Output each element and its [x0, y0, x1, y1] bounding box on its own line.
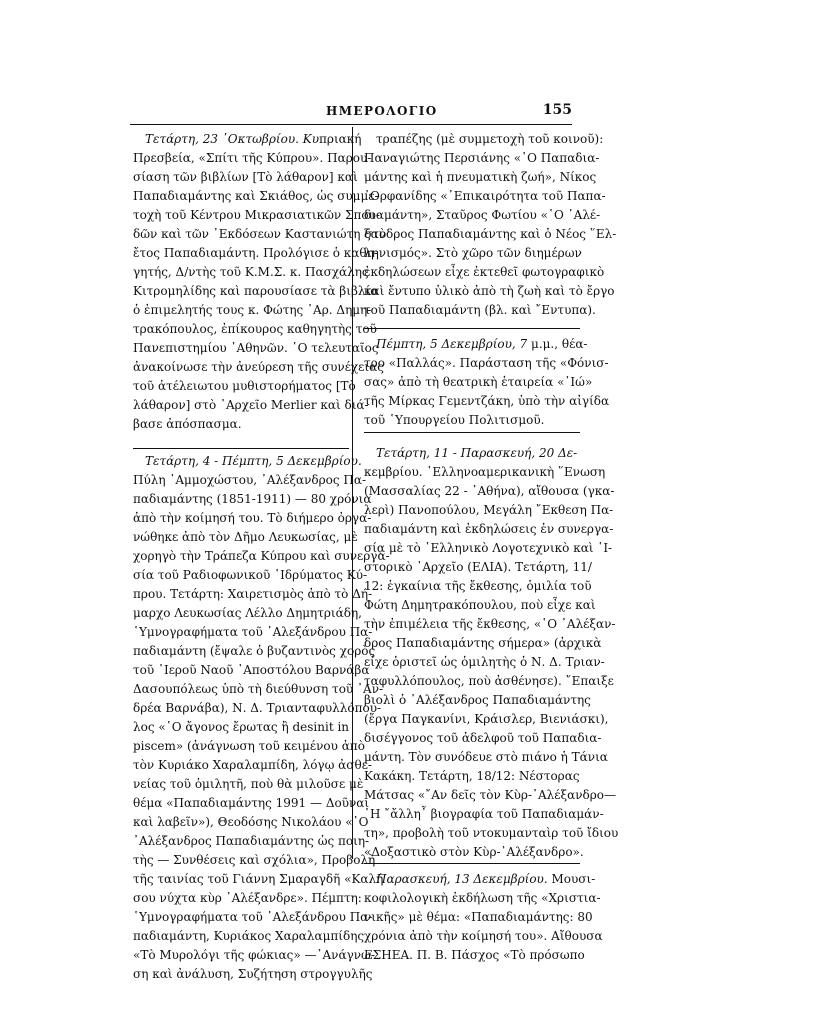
text-line: χορηγὸ τὴν Τράπεζα Κύπρου καὶ συνεργα-	[133, 549, 390, 563]
text-line: διαμάντη», Σταῦρος Φωτίου «῾Ο ᾿Αλέ-	[364, 208, 601, 222]
text-line: τὴς — Συνθέσεις καὶ σχόλια», Προβολὴ	[133, 853, 376, 867]
text-line: τῆς ταινίας τοῦ Γιάννη Σμαραγδῆ «Καλή	[133, 872, 384, 886]
text-line: σίᾳ μὲ τὸ ῾Ελληνικὸ Λογοτεχνικὸ καὶ ῾Ι-	[364, 541, 613, 555]
text-line: νείας τοῦ ὁμιλητῆ, ποὺ θὰ μιλοῦσε μὲ	[133, 777, 364, 791]
text-line: ξανδρος Παπαδιαμάντης καὶ ὁ Νέος ῞Ελ-	[364, 227, 617, 241]
text-line: τὴν ἐπιμέλεια τῆς ἔκθεσης, «῾Ο ᾿Αλέξαν-	[364, 617, 616, 631]
header-rule	[130, 124, 572, 125]
entry-oct-23	[133, 130, 387, 434]
entry-date: Τετάρτη, 4 - Πέμπτη, 5 Δεκεμβρίου.	[145, 454, 362, 468]
entry-dec-13	[364, 870, 603, 965]
text-line: ῾Υμνογραφήματα τοῦ ᾿Αλεξάνδρου Πα-	[133, 625, 373, 639]
text-line: τὸν Κυριάκο Χαραλαμπίδη, λόγῳ ἀσθε-	[133, 758, 372, 772]
text-line	[364, 444, 580, 463]
text-line: ὁ ἐπιμελητής τους κ. Φώτης ᾿Αρ. Δημη-	[133, 303, 372, 317]
text-line: χρόνια ἀπὸ τὴν κοίμησή του». Αἴθουσα	[364, 929, 603, 943]
text-line: Παρασκευή, 13 Δεκεμβρίου. Μουσι-	[376, 872, 596, 886]
text-line: Πέμπτη, 5 Δεκεμβρίου, 7 μ.μ., θέα-	[376, 337, 588, 351]
text-line: τοῦ Παπαδιαμάντη (βλ. καὶ ῎Εντυπα).	[364, 303, 596, 317]
entry-separator	[364, 328, 580, 329]
text-line: παδιαμάντης (1851-1911) — 80 χρόνια	[133, 492, 372, 506]
text-line: τοῦ ῾Υπουργείου Πολιτισμοῦ.	[364, 413, 545, 427]
text-line: Κιτρομηλίδης καὶ παρουσίασε τὰ βιβλία	[133, 284, 379, 298]
text-line: ᾿Αλέξανδρος Παπαδιαμάντης ὡς ποιη-	[133, 834, 370, 848]
text-line: τοῦ ῾Ιεροῦ Ναοῦ ᾿Αποστόλου Βαρνάβα	[133, 663, 370, 677]
text-line: τοῦ ἀτέλειωτου μυθιστορήματος [Τὸ	[133, 379, 356, 393]
text-line: τοχὴ τοῦ Κέντρου Μικρασιατικῶν Σπου-	[133, 208, 380, 222]
text-line: Μάτσας «῎Αν δεῖς τὸν Κὺρ-᾿Αλέξανδρο—	[364, 788, 616, 802]
text-line	[133, 452, 362, 471]
text-line: σία τοῦ Ραδιοφωνικοῦ ῾Ιδρύματος Κύ-	[133, 568, 368, 582]
text-line: εἶχε ὁριστεῖ ὡς ὁμιλητὴς ὁ Ν. Δ. Τριαν-	[364, 655, 605, 669]
entry-dec-4-5	[133, 452, 390, 984]
text-line: μάντη. Τὸν συνόδευε στὸ πιάνο ἡ Τάνια	[364, 750, 608, 764]
text-line: Πρεσβεία, «Σπίτι τῆς Κύπρου». Παρου-	[133, 151, 372, 165]
entry-dec-5-pallas	[364, 335, 610, 430]
text-line: πρου. Τετάρτη: Χαιρετισμὸς ἀπὸ τὸ Δή-	[133, 587, 373, 601]
text-line: δῶν καὶ τῶν ᾿Εκδόσεων Καστανιώτη στὸ	[133, 227, 387, 241]
text-line: Φώτη Δημητρακόπουλου, ποὺ εἶχε καὶ	[364, 598, 596, 612]
text-line: καὶ ἔντυπο ὑλικὸ ἀπὸ τὴ ζωὴ καὶ τὸ ἔργο	[364, 284, 615, 298]
text-line: σου νύχτα κὺρ ᾿Αλέξανδρε». Πέμπτη:	[133, 891, 362, 905]
text-line: ῾Η ῎ἄλλη῏ βιογραφία τοῦ Παπαδιαμάν-	[364, 807, 604, 821]
entry-date: Τετάρτη, 11 - Παρασκευή, 20 Δε-	[376, 446, 578, 460]
text-line: τρο «Παλλάς». Παράσταση τῆς «Φόνισ-	[364, 356, 609, 370]
text-line: ση καὶ ἀνάλυση, Συζήτηση στρογγυλῆς	[133, 967, 373, 981]
text-line: ἐκδηλώσεων εἶχε ἐκτεθεῖ φωτογραφικὸ	[364, 265, 605, 279]
text-line: ταφυλλόπουλος, ποὺ ἀσθένησε). ῎Επαιξε	[364, 674, 614, 688]
text-line: «Δοξαστικὸ στὸν Κὺρ-᾿Αλέξανδρο».	[364, 845, 584, 859]
text-line: «Τὸ Μυρολόγι τῆς φώκιας» —᾿Ανάγνω-	[133, 948, 375, 962]
text-line: βιολὶ ὁ ᾿Αλέξανδρος Παπαδιαμάντης	[364, 693, 591, 707]
text-line: σας» ἀπὸ τὴ θεατρικὴ ἑταιρεία «᾿Ιώ»	[364, 375, 593, 389]
text-line: στορικὸ ᾿Αρχεῖο (ΕΛΙΑ). Τετάρτη, 11/	[364, 560, 592, 574]
text-line: ἀπὸ τὴν κοίμησή του. Τὸ διήμερο ὀργα-	[133, 511, 372, 525]
text-line: δρος Παπαδιαμάντης σήμερα» (ἀρχικὰ	[364, 636, 602, 650]
text-line: σίαση τῶν βιβλίων [Τὸ λάθαρον] καὶ	[133, 170, 358, 184]
entry-date: Παρασκευή, 13 Δεκεμβρίου.	[376, 872, 552, 886]
text-line: Τετάρτη, 23 ᾿Οκτωβρίου. Κυπριακή	[145, 132, 362, 146]
text-line: λερὶ) Πανοπούλου, Μεγάλη ῎Εκθεση Πα-	[364, 503, 614, 517]
text-line: piscem» (ἀνάγνωση τοῦ κειμένου ἀπὸ	[133, 739, 365, 753]
text-line: Πανεπιστημίου ᾿Αθηνῶν. ῾Ο τελευταῖος	[133, 341, 379, 355]
text-line: 12: ἐγκαίνια τῆς ἔκθεσης, ὁμιλία τοῦ	[364, 579, 592, 593]
running-header	[130, 100, 572, 124]
text-line: κεμβρίου. ῾Ελληνοαμερικανικὴ ῞Ενωση	[364, 465, 606, 479]
text-line: θέμα «Παπαδιαμάντης 1991 — Δοῦναι	[133, 796, 370, 810]
entry-date: Τετάρτη, 23 ᾿Οκτωβρίου. Κυ	[145, 132, 320, 146]
entry-date: Πέμπτη, 5 Δεκεμβρίου, 7	[376, 337, 528, 351]
entry-separator	[133, 448, 349, 449]
text-line: γητής, Δ/ντὴς τοῦ Κ.Μ.Σ. κ. Πασχάλης	[133, 265, 369, 279]
entry-dec-11-20	[364, 444, 619, 862]
text-line: (ἔργα Παγκανίνι, Κράισλερ, Βιενιάσκι),	[364, 712, 609, 726]
text-line: παδιαμάντη, Κυριάκος Χαραλαμπίδης	[133, 929, 365, 943]
text-line: Παναγιώτης Περσιάνης «῾Ο Παπαδια-	[364, 151, 600, 165]
entry-dec-4-5-continued	[364, 130, 617, 320]
entry-separator	[364, 863, 580, 864]
text-line: λος «῾Ο ἄγονος ἔρωτας ἢ desinit in	[133, 720, 350, 734]
running-header-title: ΗΜΕΡΟΛΟΓΙΟ	[326, 104, 438, 118]
text-line: Παπαδιαμάντης καὶ Σκιάθος, ὡς συμμε-	[133, 189, 379, 203]
text-line: τρακόπουλος, ἐπίκουρος καθηγητὴς τοῦ	[133, 322, 377, 336]
text-line: μαρχο Λευκωσίας Λέλλο Δημητριάδη,	[133, 606, 362, 620]
text-line: βασε ἀπόσπασμα.	[133, 417, 242, 431]
text-line: παδιαμάντη (ἔψαλε ὁ βυζαντινὸς χορὸς	[133, 644, 376, 658]
text-line: τη», προβολὴ τοῦ ντοκυμανταὶρ τοῦ ἴδιου	[364, 826, 619, 840]
text-line: παδιαμάντη καὶ ἐκδηλώσεις ἐν συνεργα-	[364, 522, 614, 536]
text-line: κοφιλολογικὴ ἐκδήλωση τῆς «Χριστια-	[364, 891, 601, 905]
text-line: Κακάκη. Τετάρτη, 18/12: Νέστορας	[364, 769, 580, 783]
text-line: νικῆς» μὲ θέμα: «Παπαδιαμάντης: 80	[364, 910, 593, 924]
text-line: λάθαρον] στὸ ᾿Αρχεῖο Merlier καὶ διά-	[133, 398, 369, 412]
text-line: ληνισμός». Στὸ χῶρο τῶν διημέρων	[364, 246, 582, 260]
text-line: ῾Υμνογραφήματα τοῦ ᾿Αλεξάνδρου Πα-	[133, 910, 373, 924]
text-line: Δασουπόλεως ὑπὸ τὴ διεύθυνση τοῦ ᾿Αν-	[133, 682, 384, 696]
text-line: δρέα Βαρνάβα), Ν. Δ. Τριανταφυλλόπου-	[133, 701, 382, 715]
text-line: τραπέζης (μὲ συμμετοχὴ τοῦ κοινοῦ):	[376, 132, 604, 146]
text-line: ᾿Ορφανίδης «᾿Επικαιρότητα τοῦ Παπα-	[364, 189, 606, 203]
text-line: ἔτος Παπαδιαμάντη. Προλόγισε ὁ καθη-	[133, 246, 378, 260]
text-line: νώθηκε ἀπὸ τὸν Δῆμο Λευκωσίας, μὲ	[133, 530, 358, 544]
text-line: (Μασσαλίας 22 - ᾿Αθήνα), αἴθουσα (γκα-	[364, 484, 615, 498]
text-line: ΕΣΗΕΑ. Π. Β. Πάσχος «Τὸ πρόσωπο	[364, 948, 585, 962]
text-line: Πύλη ᾿Αμμοχώστου, ᾿Αλέξανδρος Πα-	[133, 473, 367, 487]
text-line: καὶ λαβεῖν»), Θεοδόσης Νικολάου «῾Ο	[133, 815, 369, 829]
text-line: δισέγγονος τοῦ ἀδελφοῦ τοῦ Παπαδια-	[364, 731, 602, 745]
text-line: ἀνακοίνωσε τὴν ἀνεύρεση τῆς συνέχειας	[133, 360, 384, 374]
text-line: τῆς Μίρκας Γεμεντζάκη, ὑπὸ τὴν αἰγίδα	[364, 394, 610, 408]
text-line: μάντης καὶ ἡ πνευματικὴ ζωή», Νίκος	[364, 170, 597, 184]
entry-separator	[364, 432, 580, 433]
page-number: 155	[542, 102, 572, 118]
